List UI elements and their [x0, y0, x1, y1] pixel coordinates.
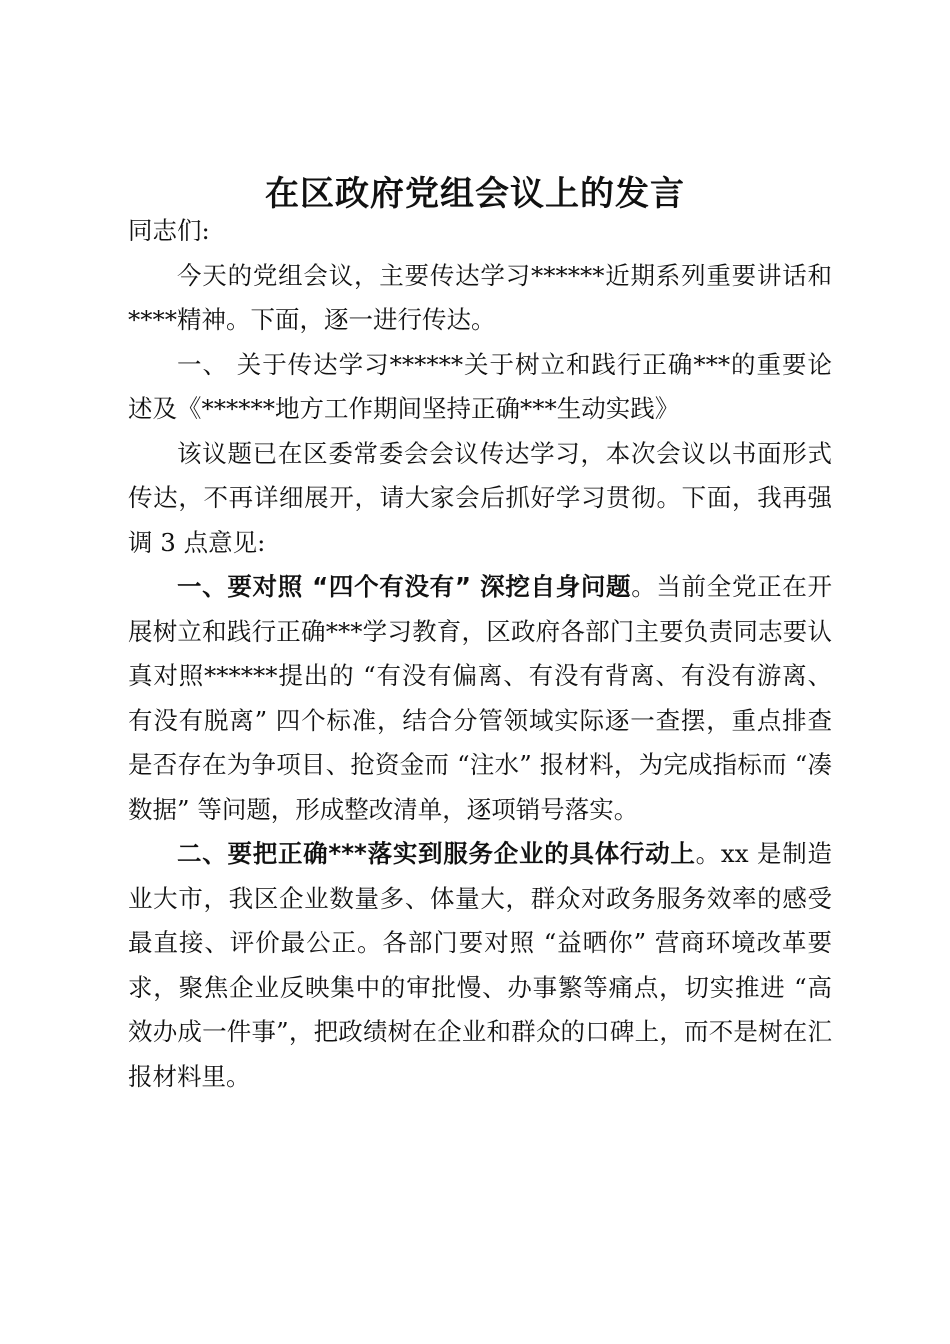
document-title: 在区政府党组会议上的发言: [265, 174, 685, 214]
paragraph-point-one: [128, 565, 832, 832]
paragraph-topic-one: [128, 343, 832, 432]
paragraph-text: 。xx 是制造业大市，我区企业数量多、体量大，群众对政务服务效率的感受最直接、评价最公正。各部门要对照 “益晒你” 营商环境改革要求，聚焦企业反映集中的审批慢、办事繁等痛点，切实推进 “高效办成一件事”，把政绩树在企业和群众的口碑上，而不是树在汇报材料里。: [128, 839, 833, 1091]
paragraph-topic-summary: [128, 432, 832, 566]
paragraph-point-two: [128, 832, 832, 1099]
paragraph-text: 一、 关于传达学习******关于树立和践行正确***的重要论述及《******地方工作期间坚持正确***生动实践》: [128, 349, 832, 423]
salutation: 同志们:: [128, 216, 210, 245]
paragraph-intro: [128, 254, 832, 343]
paragraph-text: 今天的党组会议，主要传达学习******近期系列重要讲话和****精神。下面，逐一进行传达。: [128, 260, 832, 334]
paragraph-heading: 二、要把正确***落实到服务企业的具体行动上: [177, 839, 696, 868]
paragraph-text: 该议题已在区委常委会会议传达学习，本次会议以书面形式传达，不再详细展开，请大家会后抓好学习贯彻。下面，我再强调 3 点意见:: [128, 438, 832, 557]
document-body: [128, 209, 832, 1099]
paragraph-heading: 一、要对照 “四个有没有” 深挖自身问题: [177, 572, 632, 601]
paragraph-text: 。当前全党正在开展树立和践行正确***学习教育，区政府各部门主要负责同志要认真对照******提出的 “有没有偏离、有没有背离、有没有游离、有没有脱离” 四个标准，结合分管领域实际逐一查摆，重点排查是否存在为争项目、抢资金而 “注水” 报材料，为完成指标而 “凑数据” 等问题，形成整改清单，逐项销号落实。: [128, 572, 833, 824]
